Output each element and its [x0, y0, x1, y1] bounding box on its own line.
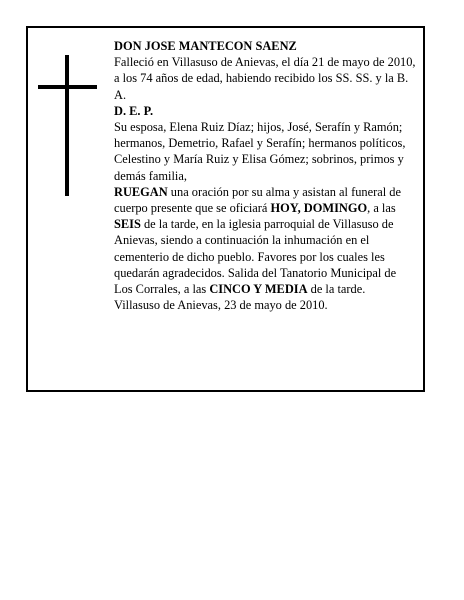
- funeral-day: HOY, DOMINGO: [270, 201, 368, 216]
- rip-line: D. E. P.: [114, 103, 154, 118]
- funeral-text-3: de la tarde, en la iglesia parroquial de Villasuso de Anievas, siendo a continuación la inhumación en el cementerio de dicho pueblo. Favores por los cuales les quedarán agradecidos. Salida del Tanatorio Municipal de Los Corrales, a las: [114, 217, 397, 297]
- funeral-hour: SEIS: [114, 217, 141, 232]
- departure-hour: CINCO Y MEDIA: [209, 282, 308, 297]
- funeral-text-4: de la tarde.: [307, 282, 366, 297]
- place-and-date: Villasuso de Anievas, 23 de mayo de 2010.: [114, 298, 328, 313]
- funeral-details: [114, 184, 417, 297]
- death-statement: Falleció en Villasuso de Anievas, el día 21 de mayo de 2010, a los 74 años de edad, habiendo recibido los SS. SS. y la B. A.: [114, 55, 416, 102]
- funeral-text-2: , a las: [367, 201, 396, 216]
- cross-icon-horizontal-bar: [38, 85, 97, 89]
- deceased-name: DON JOSE MANTECON SAENZ: [114, 39, 297, 53]
- family-list: Su esposa, Elena Ruiz Díaz; hijos, José, Serafín y Ramón; hermanos, Demetrio, Rafael y Serafín; hermanos políticos, Celestino y María Ruiz y Elisa Gómez; sobrinos, primos y demás familia,: [114, 120, 406, 183]
- cross-icon-vertical-bar: [65, 55, 69, 196]
- ruegan-text: RUEGAN: [114, 184, 168, 199]
- notice-body: [114, 38, 417, 313]
- funeral-text-1: una oración por su alma y asistan al funeral de cuerpo presente que se oficiará: [114, 184, 401, 216]
